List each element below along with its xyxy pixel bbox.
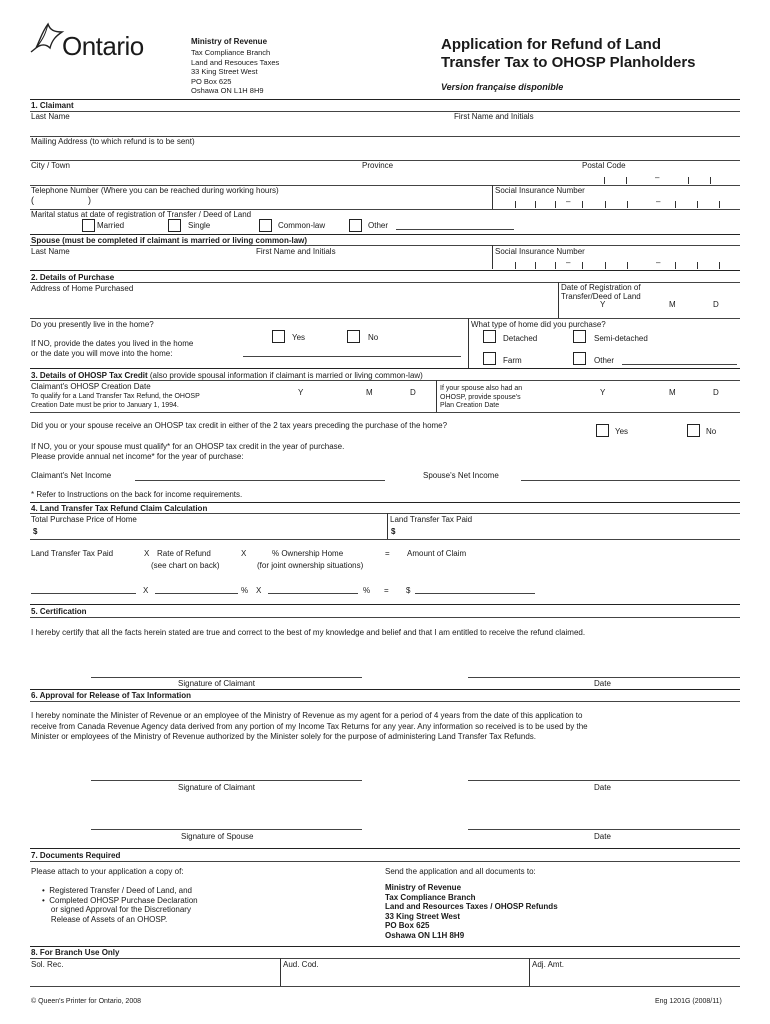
- aud-cod-label: Aud. Cod.: [283, 960, 319, 969]
- adj-amt-label: Adj. Amt.: [532, 960, 565, 969]
- certification-signature-line[interactable]: [91, 677, 362, 678]
- address-line: Tax Compliance Branch: [191, 48, 271, 57]
- release-claimant-date-label: Date: [594, 783, 611, 792]
- formula-x2: X: [241, 549, 247, 558]
- other-marital-input[interactable]: [396, 229, 514, 230]
- release-spouse-signature-line[interactable]: [91, 829, 362, 830]
- farm-checkbox[interactable]: [483, 352, 496, 365]
- calc-dollar: $: [406, 586, 411, 595]
- qualify-note: [31, 393, 200, 410]
- ltt-paid-dollar: $: [391, 527, 396, 536]
- common-law-label: Common-law: [278, 221, 326, 230]
- date-m-label: M: [669, 300, 676, 309]
- spouse-ohosp-line: If your spouse also had an: [440, 385, 523, 392]
- form-code: Eng 1201G (2008/11): [655, 998, 722, 1005]
- creation-m-label: M: [366, 388, 373, 397]
- other-home-checkbox[interactable]: [573, 352, 586, 365]
- spouse-creation-date-input[interactable]: [560, 396, 740, 410]
- farm-label: Farm: [503, 356, 522, 365]
- income-footnote: * Refer to Instructions on the back for income requirements.: [31, 490, 243, 499]
- spouse-income-label: Spouse's Net Income: [423, 471, 499, 480]
- mailing-address-label: Mailing Address (to which refund is to be sent): [31, 137, 195, 146]
- send-address-line: 33 King Street West: [385, 911, 460, 921]
- formula-rate-label: Rate of Refund: [157, 549, 211, 558]
- release-text-line: Minister or employees of the Ministry of Revenue authorized by the Minister solely for the purpose of administering Land Transfer Tax Refunds.: [31, 732, 536, 741]
- claimant-income-input[interactable]: [135, 480, 385, 481]
- if-no-dates-label: [31, 339, 193, 359]
- first-name-label: First Name and Initials: [454, 112, 534, 121]
- spouse-ohosp-line: OHOSP, provide spouse's: [440, 393, 521, 401]
- date-y-label: Y: [600, 300, 606, 309]
- other-marital-label: Other: [368, 221, 389, 230]
- credit-no-label: No: [706, 427, 717, 436]
- live-yes-checkbox[interactable]: [272, 330, 285, 343]
- date-registration-label: [561, 284, 641, 301]
- certification-text: I hereby certify that all the facts herein stated are true and correct to the best of my knowledge and belief and that I am entitled to receive the refund claimed.: [31, 628, 586, 637]
- credit-yes-label: Yes: [615, 427, 629, 436]
- release-spouse-date-line[interactable]: [468, 829, 740, 830]
- address-line: Land and Resouces Taxes: [191, 57, 280, 67]
- qualify-note-line: To qualify for a Land Transfer Tax Refund, the OHOSP: [31, 393, 200, 400]
- total-price-label: Total Purchase Price of Home: [31, 515, 137, 524]
- spouse-name-input[interactable]: [30, 256, 485, 269]
- calc-equals: =: [384, 586, 389, 595]
- single-label: Single: [188, 221, 211, 230]
- area-code-close-paren: ): [88, 195, 91, 205]
- calc-pct2: %: [363, 586, 371, 595]
- section-3-heading-note: (also provide spousal information if claimant is married or living common-law): [147, 371, 423, 380]
- other-home-label: Other: [594, 356, 615, 365]
- live-in-home-label: Do you presently live in the home?: [31, 320, 154, 329]
- section-4-heading: 4. Land Transfer Tax Refund Claim Calculation: [31, 504, 208, 513]
- spouse-first-name-label: First Name and Initials: [256, 247, 336, 256]
- form-title-line: Transfer Tax to OHOSP Planholders: [441, 54, 696, 71]
- spouse-ohosp-line: Plan Creation Date: [440, 402, 500, 409]
- sin-dash: –: [656, 197, 661, 206]
- document-item: • Completed OHOSP Purchase Declaration: [42, 895, 198, 905]
- semi-detached-label: Semi-detached: [594, 334, 648, 343]
- release-text-line: receive from Canada Revenue Agency data derived from any portion of my Income Tax Returns for any year. Any information so received is to be used by the: [31, 721, 588, 731]
- move-in-date-input[interactable]: [243, 356, 461, 357]
- formula-amount-label: Amount of Claim: [407, 549, 467, 558]
- credit-yes-checkbox[interactable]: [596, 424, 609, 437]
- form-title: [441, 36, 696, 72]
- marital-status-label: Marital status at date of registration of Transfer / Deed of Land: [31, 210, 252, 219]
- live-no-label: No: [368, 333, 379, 342]
- section-3-heading: [31, 371, 423, 380]
- claimant-sin-input[interactable]: [495, 195, 725, 208]
- formula-x1: X: [144, 549, 150, 558]
- home-address-label: Address of Home Purchased: [31, 284, 134, 293]
- certification-date-line[interactable]: [468, 677, 740, 678]
- net-income-line: If NO, you or your spouse must qualify* for an OHOSP tax credit in the year of purchase.: [31, 442, 345, 451]
- section-1-heading: 1. Claimant: [31, 101, 74, 110]
- single-checkbox[interactable]: [168, 219, 181, 232]
- formula-ltt-label: Land Transfer Tax Paid: [31, 549, 114, 558]
- claimant-income-label: Claimant's Net Income: [31, 471, 112, 480]
- section-8-heading: 8. For Branch Use Only: [31, 948, 120, 957]
- address-line: PO Box 625: [191, 76, 232, 86]
- credit-no-checkbox[interactable]: [687, 424, 700, 437]
- other-home-input[interactable]: [622, 364, 737, 365]
- registration-date-input[interactable]: [561, 308, 740, 318]
- date-d-label: D: [713, 300, 719, 309]
- postal-code-label: Postal Code: [582, 161, 626, 170]
- area-code-open-paren: (: [31, 195, 34, 205]
- date-registration-line: Date of Registration of: [561, 283, 641, 292]
- telephone-input[interactable]: [30, 195, 480, 208]
- if-no-line: or the date you will move into the home:: [31, 349, 173, 358]
- document-item: Release of Assets of an OHOSP.: [42, 914, 168, 924]
- document-item: or signed Approval for the Discretionary: [42, 905, 191, 914]
- calc-x2: X: [256, 586, 262, 595]
- live-no-checkbox[interactable]: [347, 330, 360, 343]
- documents-list: [42, 886, 198, 924]
- send-address-line: Ministry of Revenue: [385, 883, 462, 892]
- qualify-note-line: Creation Date must be prior to January 1, 1994.: [31, 401, 179, 409]
- last-name-label: Last Name: [31, 112, 70, 121]
- section-7-heading: 7. Documents Required: [31, 851, 121, 860]
- joint-ownership-note: (for joint ownership situations): [257, 561, 364, 570]
- postal-dash: –: [655, 173, 660, 182]
- spouse-creation-m-label: M: [669, 388, 676, 397]
- sin-dash: –: [566, 197, 571, 206]
- mailing-address-input[interactable]: [30, 146, 740, 159]
- ohosp-credit-question: Did you or your spouse receive an OHOSP tax credit in either of the 2 tax years preceding the purchase of the home?: [31, 421, 448, 430]
- semi-detached-checkbox[interactable]: [573, 330, 586, 343]
- send-address-line: Tax Compliance Branch: [385, 892, 476, 902]
- formula-equals: =: [385, 549, 390, 558]
- attach-label: Please attach to your application a copy of:: [31, 867, 184, 876]
- city-label: City / Town: [31, 161, 70, 170]
- creation-d-label: D: [410, 388, 416, 397]
- claimant-first-name-input[interactable]: [454, 121, 740, 135]
- ltt-paid-label: Land Transfer Tax Paid: [390, 515, 473, 524]
- certification-signature-label: Signature of Claimant: [178, 679, 255, 688]
- creation-y-label: Y: [298, 388, 304, 397]
- calc-ltt-input[interactable]: [31, 593, 136, 594]
- section-5-heading: 5. Certification: [31, 607, 87, 616]
- detached-checkbox[interactable]: [483, 330, 496, 343]
- married-checkbox[interactable]: [82, 219, 95, 232]
- address-line: 33 King Street West: [191, 67, 258, 77]
- send-address-line: Land and Resources Taxes / OHOSP Refunds: [385, 902, 558, 912]
- release-spouse-signature-label: Signature of Spouse: [181, 832, 254, 841]
- section-3-heading-bold: 3. Details of OHOSP Tax Credit: [31, 371, 148, 380]
- spouse-income-input[interactable]: [521, 480, 740, 481]
- telephone-label: Telephone Number (Where you can be reached during working hours): [31, 186, 279, 195]
- send-to-address: [385, 883, 558, 941]
- release-text-line: I hereby nominate the Minister of Revenue or an employee of the Ministry of Revenue as my agent for a period of 4 years from the date of this application to: [31, 711, 583, 720]
- net-income-instructions: [31, 442, 344, 462]
- send-to-label: Send the application and all documents to:: [385, 867, 536, 876]
- claimant-last-name-input[interactable]: [30, 121, 450, 135]
- ontario-wordmark: Ontario: [62, 31, 144, 61]
- release-claimant-signature-line[interactable]: [91, 780, 362, 781]
- if-no-line: If NO, provide the dates you lived in the home: [31, 339, 194, 348]
- common-law-checkbox[interactable]: [259, 219, 272, 232]
- calc-amount-input[interactable]: [415, 593, 535, 594]
- home-address-input[interactable]: [30, 294, 555, 316]
- see-chart-note: (see chart on back): [151, 561, 220, 570]
- calc-rate-input[interactable]: [155, 593, 238, 594]
- certification-date-label: Date: [594, 679, 611, 688]
- sin-dash: –: [656, 258, 661, 267]
- date-registration-line: Transfer/Deed of Land: [561, 291, 641, 301]
- send-address-line: PO Box 625: [385, 921, 430, 931]
- release-claimant-signature-label: Signature of Claimant: [178, 783, 255, 792]
- ministry-address: [191, 48, 279, 96]
- sol-rec-label: Sol. Rec.: [31, 960, 64, 969]
- send-address-line: Oshawa ON L1H 8H9: [385, 930, 465, 940]
- sin-dash: –: [566, 258, 571, 267]
- section-2-heading: 2. Details of Purchase: [31, 273, 115, 282]
- release-spouse-date-label: Date: [594, 832, 611, 841]
- spouse-creation-y-label: Y: [600, 388, 606, 397]
- address-line: Oshawa ON L1H 8H9: [191, 86, 264, 96]
- copyright-notice: © Queen's Printer for Ontario, 2008: [31, 998, 141, 1005]
- formula-ownership-label: % Ownership Home: [272, 549, 344, 558]
- ohosp-creation-label: Claimant's OHOSP Creation Date: [31, 382, 151, 391]
- form-title-line: Application for Refund of Land: [441, 36, 661, 53]
- province-label: Province: [362, 161, 394, 170]
- ministry-name: Ministry of Revenue: [191, 37, 268, 46]
- home-type-label: What type of home did you purchase?: [471, 320, 606, 329]
- sin-label: Social Insurance Number: [495, 186, 585, 195]
- claimant-creation-date-input[interactable]: [284, 396, 432, 410]
- live-yes-label: Yes: [292, 333, 306, 342]
- total-price-dollar: $: [33, 527, 38, 536]
- calc-ownership-input[interactable]: [268, 593, 358, 594]
- other-marital-checkbox[interactable]: [349, 219, 362, 232]
- spouse-ohosp-label: [440, 385, 522, 411]
- document-item: • Registered Transfer / Deed of Land, and: [42, 886, 192, 895]
- ltt-paid-input[interactable]: [400, 524, 740, 538]
- calc-x1: X: [143, 586, 149, 595]
- married-label: Married: [97, 221, 125, 230]
- french-version-link[interactable]: Version française disponible: [441, 82, 564, 92]
- spouse-last-name-label: Last Name: [31, 247, 70, 256]
- spouse-sin-label: Social Insurance Number: [495, 247, 585, 256]
- spouse-heading: Spouse (must be completed if claimant is married or living common-law): [31, 236, 308, 245]
- release-claimant-date-line[interactable]: [468, 780, 740, 781]
- calc-pct1: %: [241, 586, 249, 595]
- section-6-heading: 6. Approval for Release of Tax Information: [31, 691, 192, 700]
- release-text: [31, 711, 588, 743]
- detached-label: Detached: [503, 334, 538, 343]
- spouse-sin-input[interactable]: [495, 256, 725, 269]
- total-price-input[interactable]: [42, 524, 382, 538]
- net-income-line: Please provide annual net income* for the year of purchase:: [31, 452, 244, 461]
- spouse-creation-d-label: D: [713, 388, 719, 397]
